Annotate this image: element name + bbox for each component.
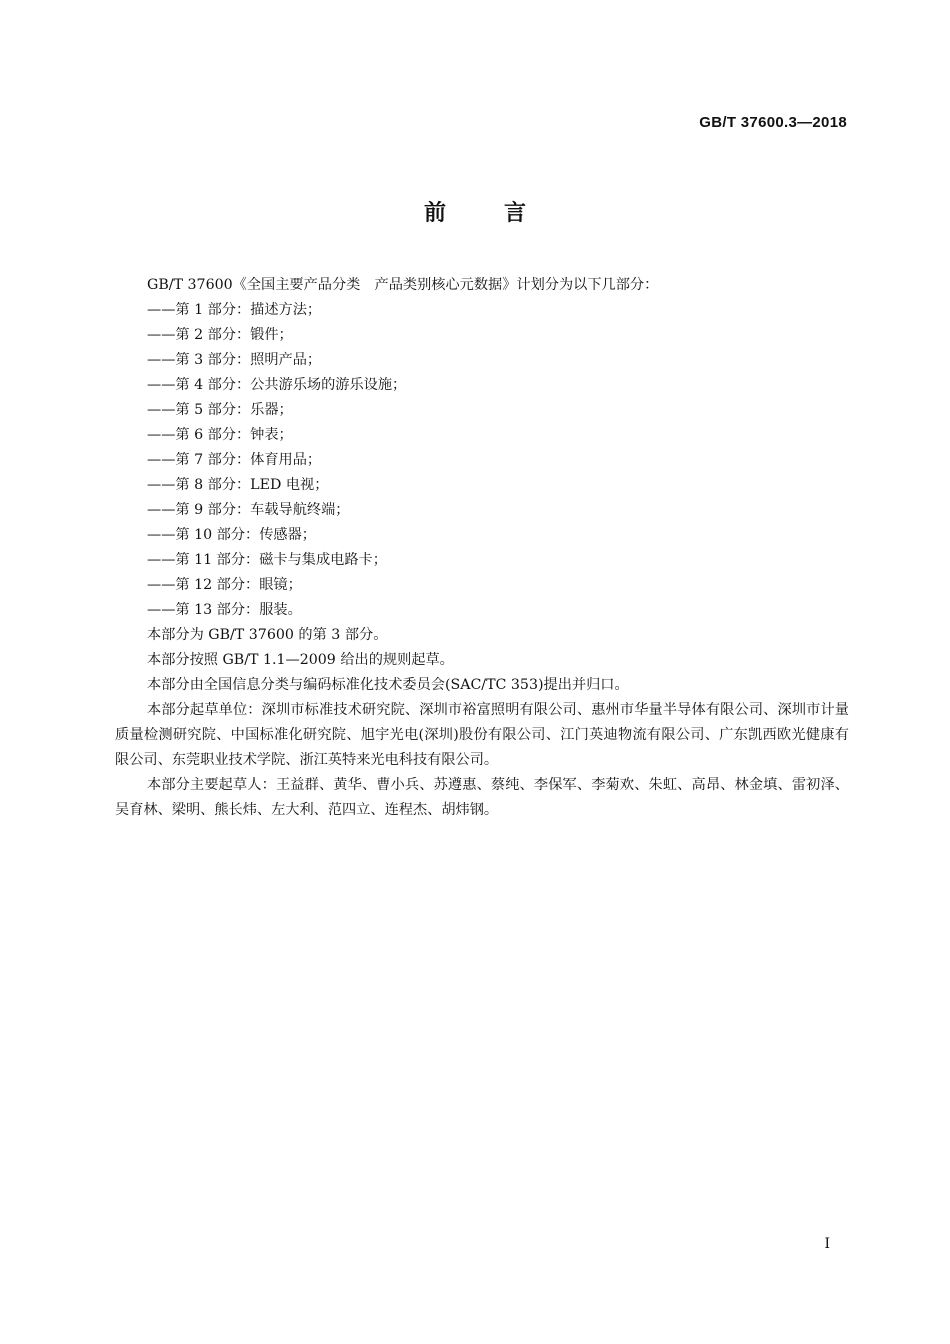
list-item: ——第 5 部分：乐器；: [147, 402, 293, 418]
standard-code: GB/T 37600.3—2018: [699, 114, 847, 131]
list-item: ——第 12 部分：眼镜；: [147, 577, 302, 593]
list-item: ——第 2 部分：锻件；: [147, 327, 293, 343]
part-of-paragraph: 本部分为 GB/T 37600 的第 3 部分。: [147, 627, 388, 643]
list-item: ——第 1 部分：描述方法；: [147, 302, 322, 318]
list-item: ——第 13 部分：服装。: [147, 602, 302, 618]
drafters-paragraph: 本部分主要起草人：王益群、黄华、曹小兵、苏遵惠、蔡纯、李保军、李菊欢、朱虹、高昂、林金填、雷初泽、吴育林、梁明、熊长炜、左大利、范四立、连程杰、胡炜钢。: [115, 777, 849, 818]
page-number: I: [824, 1236, 830, 1252]
foreword-body: [115, 273, 849, 823]
proposed-by-paragraph: 本部分由全国信息分类与编码标准化技术委员会(SAC/TC 353)提出并归口。: [147, 677, 629, 693]
list-item: ——第 7 部分：体育用品；: [147, 452, 322, 468]
list-item: ——第 4 部分：公共游乐场的游乐设施；: [147, 377, 407, 393]
list-item: ——第 9 部分：车载导航终端；: [147, 502, 350, 518]
title-char-2: 言: [504, 201, 527, 226]
intro-paragraph: GB/T 37600《全国主要产品分类 产品类别核心元数据》计划分为以下几部分：: [147, 277, 659, 293]
list-item: ——第 3 部分：照明产品；: [147, 352, 322, 368]
drafting-rules-paragraph: 本部分按照 GB/T 1.1—2009 给出的规则起草。: [147, 652, 454, 668]
list-item: ——第 10 部分：传感器；: [147, 527, 316, 543]
drafting-units-paragraph: 本部分起草单位：深圳市标准技术研究院、深圳市裕富照明有限公司、惠州市华量半导体有限公司、深圳市计量质量检测研究院、中国标准化研究院、旭宇光电(深圳)股份有限公司、江门英迪物流有限公司、广东凯西欧光健康有限公司、东莞职业技术学院、浙江英特来光电科技有限公司。: [115, 702, 849, 768]
page-title: [0, 196, 950, 227]
title-char-1: 前: [423, 201, 446, 226]
list-item: ——第 6 部分：钟表；: [147, 427, 293, 443]
list-item: ——第 11 部分：磁卡与集成电路卡；: [147, 552, 387, 568]
list-item: ——第 8 部分：LED 电视；: [147, 477, 329, 493]
